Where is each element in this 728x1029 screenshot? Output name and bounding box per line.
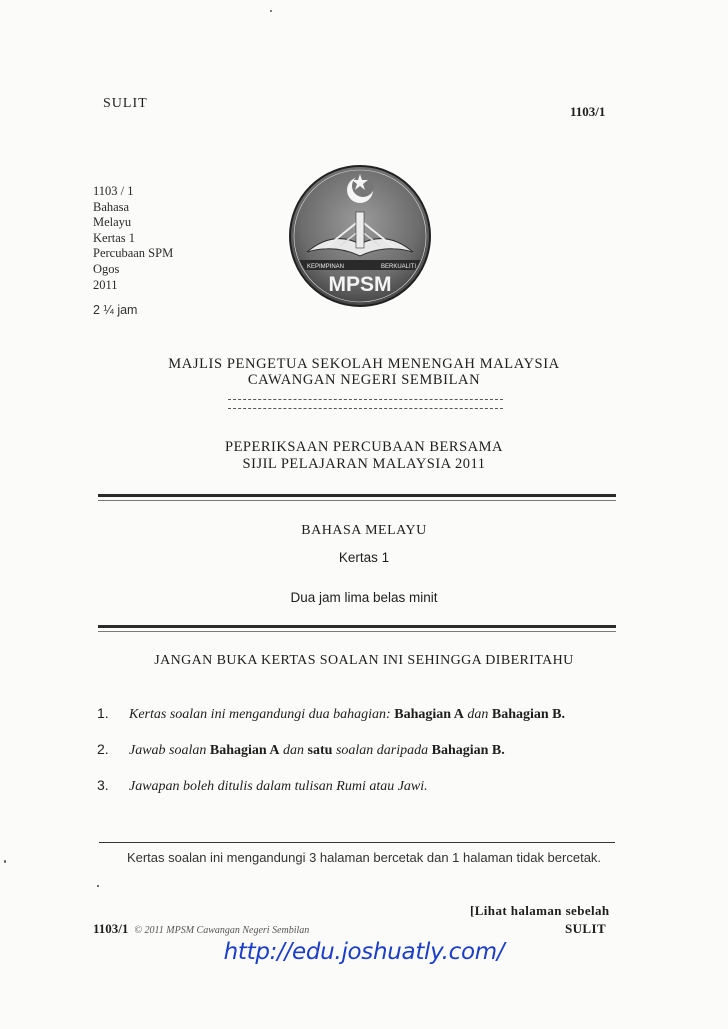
- instruction-item: [97, 705, 565, 723]
- instruction-bold: Bahagian B.: [491, 707, 566, 722]
- exam-title-line-2: SIJIL PELAJARAN MALAYSIA 2011: [242, 456, 486, 472]
- warning-notice: JANGAN BUKA KERTAS SOALAN INI SEHINGGA DIBERITAHU: [154, 653, 574, 668]
- footer-paper-code: 1103/1: [93, 921, 129, 936]
- paper-info-line: Ogos: [93, 261, 120, 276]
- instruction-number: 3.: [97, 777, 109, 793]
- bottom-rule: [98, 625, 616, 628]
- paper-number: Kertas 1: [338, 550, 390, 565]
- watermark-url: http://edu.joshuatly.com/: [223, 939, 505, 965]
- paper-info-line: Melayu: [93, 215, 132, 230]
- instruction-number: 2.: [97, 741, 109, 757]
- scan-speck: [270, 10, 272, 12]
- bottom-rule-thin: [98, 631, 616, 632]
- instruction-text: Jawab soalan: [129, 743, 207, 758]
- classification-label-top: SULIT: [103, 96, 148, 111]
- instruction-text: Jawapan boleh ditulis dalam tulisan Rumi atau Jawi.: [129, 779, 428, 794]
- instruction-text: dan: [467, 707, 489, 722]
- duration: 2 ¼ jam: [93, 303, 138, 317]
- footer-code-line: [93, 921, 309, 937]
- mpsm-logo: [285, 160, 435, 310]
- exam-time: Dua jam lima belas minit: [290, 590, 438, 605]
- instruction-text: dan: [283, 743, 305, 758]
- logo-text-right: BERKUALITI: [381, 264, 417, 270]
- classification-label-bottom: SULIT: [565, 921, 607, 936]
- copyright-text: © 2011 MPSM Cawangan Negeri Sembilan: [134, 925, 310, 936]
- paper-info-line: Percubaan SPM: [93, 246, 174, 261]
- paper-info-line: 1103 / 1: [93, 184, 134, 198]
- top-rule: [98, 494, 616, 497]
- instruction-text: Kertas soalan ini mengandungi dua bahagian:: [129, 707, 391, 722]
- instruction-bold: Bahagian A: [394, 707, 464, 722]
- scan-speck: [97, 885, 99, 887]
- instruction-bold: satu: [307, 743, 333, 758]
- instruction-number: 1.: [97, 705, 109, 721]
- instruction-bold: Bahagian A: [209, 743, 280, 758]
- instruction-item: [97, 741, 505, 759]
- scan-speck: [4, 860, 6, 863]
- organization-line-1: MAJLIS PENGETUA SEKOLAH MENENGAH MALAYSIA: [168, 356, 560, 372]
- subject-name: BAHASA MELAYU: [301, 523, 427, 538]
- exam-title-line-1: PEPERIKSAAN PERCUBAAN BERSAMA: [225, 439, 503, 455]
- next-page-note: [Lihat halaman sebelah: [470, 903, 610, 918]
- top-rule-thin: [98, 500, 616, 501]
- paper-code-top: 1103/1: [570, 104, 606, 119]
- page-count-note: Kertas soalan ini mengandungi 3 halaman bercetak dan 1 halaman tidak bercetak.: [126, 850, 602, 865]
- footer-rule: [99, 842, 615, 843]
- paper-info-line: Bahasa: [93, 199, 130, 214]
- dashed-divider: [228, 399, 503, 409]
- instruction-text: soalan daripada: [335, 743, 429, 758]
- instruction-item: [97, 777, 428, 795]
- logo-acronym: MPSM: [328, 273, 392, 296]
- paper-info-line: 2011: [93, 277, 118, 292]
- paper-info: [93, 184, 173, 293]
- organization-line-2: CAWANGAN NEGERI SEMBILAN: [247, 372, 481, 388]
- paper-info-line: Kertas 1: [93, 230, 135, 245]
- logo-text-left: KEPIMPINAN: [307, 264, 345, 270]
- instruction-bold: Bahagian B.: [431, 743, 505, 758]
